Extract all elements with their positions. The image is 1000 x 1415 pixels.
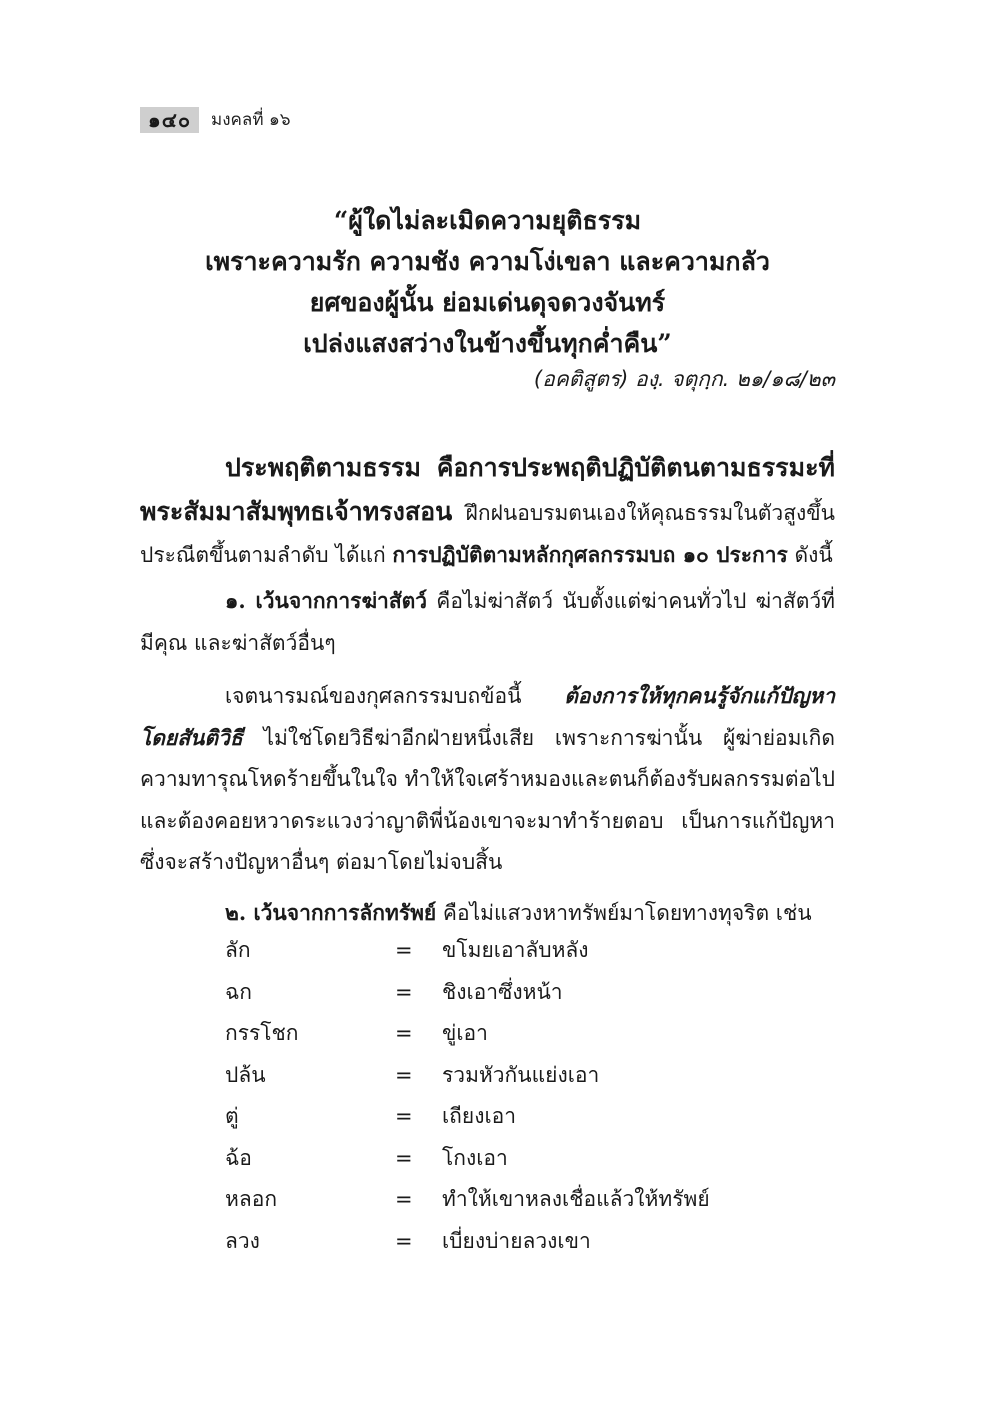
glossary-row bbox=[225, 1096, 710, 1138]
glossary-equals: = bbox=[395, 1104, 413, 1128]
glossary-term: ลัก bbox=[225, 938, 251, 962]
glossary-row bbox=[225, 930, 710, 972]
glossary-row bbox=[225, 1138, 710, 1180]
intro-text-end: ดังนี้ bbox=[787, 543, 833, 567]
glossary-definition: เถียงเอา bbox=[442, 1104, 517, 1128]
glossary-equals: = bbox=[395, 1021, 413, 1045]
item-2-text: คือไม่แสวงหาทรัพย์มาโดยทางทุจริต เช่น bbox=[436, 901, 812, 925]
glossary-row bbox=[225, 1055, 710, 1097]
glossary-equals: = bbox=[395, 938, 413, 962]
item-1-detail-text: เจตนารมณ์ของกุศลกรรมบถข้อนี้ bbox=[225, 684, 565, 708]
glossary-term: ฉ้อ bbox=[225, 1145, 252, 1170]
glossary-definition: ชิงเอาซึ่งหน้า bbox=[442, 979, 563, 1004]
running-header bbox=[140, 106, 291, 133]
glossary-definition: รวมหัวกันแย่งเอา bbox=[442, 1062, 600, 1087]
glossary-definition: ขโมยเอาลับหลัง bbox=[442, 938, 589, 962]
glossary-definition: โกงเอา bbox=[442, 1145, 508, 1170]
item-1-detail-italic: ต้องการให้ทุกคนรู้จักแก้ปัญหาโดยสันติวิธี bbox=[140, 684, 835, 750]
quote-line: เพราะความรัก ความชัง ความโง่เขลา และความกลัว bbox=[205, 247, 770, 276]
glossary-term: หลอก bbox=[225, 1187, 278, 1211]
glossary-row bbox=[225, 1221, 710, 1263]
glossary-row bbox=[225, 1013, 710, 1055]
glossary-equals: = bbox=[395, 1228, 413, 1253]
glossary-definition: เบี่ยงบ่ายลวงเขา bbox=[442, 1228, 591, 1253]
quote-line: “ผู้ใดไม่ละเมิดความยุติธรรม bbox=[333, 206, 642, 235]
item-1-paragraph bbox=[140, 580, 835, 664]
glossary-row bbox=[225, 1179, 710, 1221]
glossary-row bbox=[225, 972, 710, 1014]
glossary-definition: ขู่เอา bbox=[442, 1021, 488, 1045]
quote-citation: (อคติสูตร) องฺ. จตุกฺก. ๒๑/๑๘/๒๓ bbox=[533, 367, 835, 391]
intro-bold-term: การปฏิบัติตามหลักกุศลกรรมบถ ๑๐ ประการ bbox=[392, 542, 788, 567]
item-1-detail-text-rest: ไม่ใช่โดยวิธีฆ่าอีกฝ่ายหนึ่งเสีย เพราะการฆ่านั้น ผู้ฆ่าย่อมเกิดความทารุณโหดร้ายขึ้นในใจ ทำให้ใจเศร้าหมองและตนก็ต้องรับผลกรรมต่อไป และต้องคอยหวาดระแวงว่าญาติพี่น้องเขาจะมาทำร้ายตอบ เป็นการแก้ปัญหาซึ่งจะสร้างปัญหาอื่นๆ ต่อมาโดยไม่จบสิ้น bbox=[140, 725, 835, 874]
glossary-equals: = bbox=[395, 1145, 413, 1170]
theft-glossary bbox=[225, 930, 710, 1262]
glossary-term: กรรโชก bbox=[225, 1021, 299, 1045]
quote-line: ยศของผู้นั้น ย่อมเด่นดุจดวงจันทร์ bbox=[309, 288, 666, 317]
glossary-term: ลวง bbox=[225, 1228, 260, 1253]
epigraph-quote bbox=[140, 200, 835, 364]
chapter-title: มงคลที่ ๑๖ bbox=[211, 110, 291, 130]
item-2-title: ๒. เว้นจากการลักทรัพย์ bbox=[225, 900, 437, 925]
item-1-title: ๑. เว้นจากการฆ่าสัตว์ bbox=[225, 588, 428, 613]
glossary-equals: = bbox=[395, 1062, 413, 1087]
intro-paragraph bbox=[140, 447, 835, 577]
glossary-term: ปล้น bbox=[225, 1062, 266, 1087]
item-1-detail-paragraph bbox=[140, 676, 835, 884]
item-2-paragraph bbox=[140, 892, 835, 935]
quote-line: เปล่งแสงสว่างในข้างขึ้นทุกค่ำคืน” bbox=[303, 329, 672, 358]
intro-text: ฝึกฝนอบรมตนเองให้คุณธรรมในตัวสูงขึ้นประณีตขึ้นตามลำดับ ได้แก่ bbox=[140, 500, 835, 567]
glossary-equals: = bbox=[395, 1187, 413, 1211]
item-1-text: คือไม่ฆ่าสัตว์ นับตั้งแต่ฆ่าคนทั่วไป ฆ่าสัตว์ที่มีคุณ และฆ่าสัตว์อื่นๆ bbox=[140, 589, 835, 655]
glossary-term: ฉก bbox=[225, 979, 253, 1004]
glossary-term: ตู่ bbox=[225, 1104, 239, 1128]
glossary-definition: ทำให้เขาหลงเชื่อแล้วให้ทรัพย์ bbox=[442, 1187, 710, 1211]
glossary-equals: = bbox=[395, 979, 413, 1004]
intro-bold-heading: ประพฤติตามธรรม คือการประพฤติปฏิบัติตนตามธรรมะที่พระสัมมาสัมพุทธเจ้าทรงสอน bbox=[140, 453, 835, 526]
page-number: ๑๔๐ bbox=[140, 107, 199, 133]
